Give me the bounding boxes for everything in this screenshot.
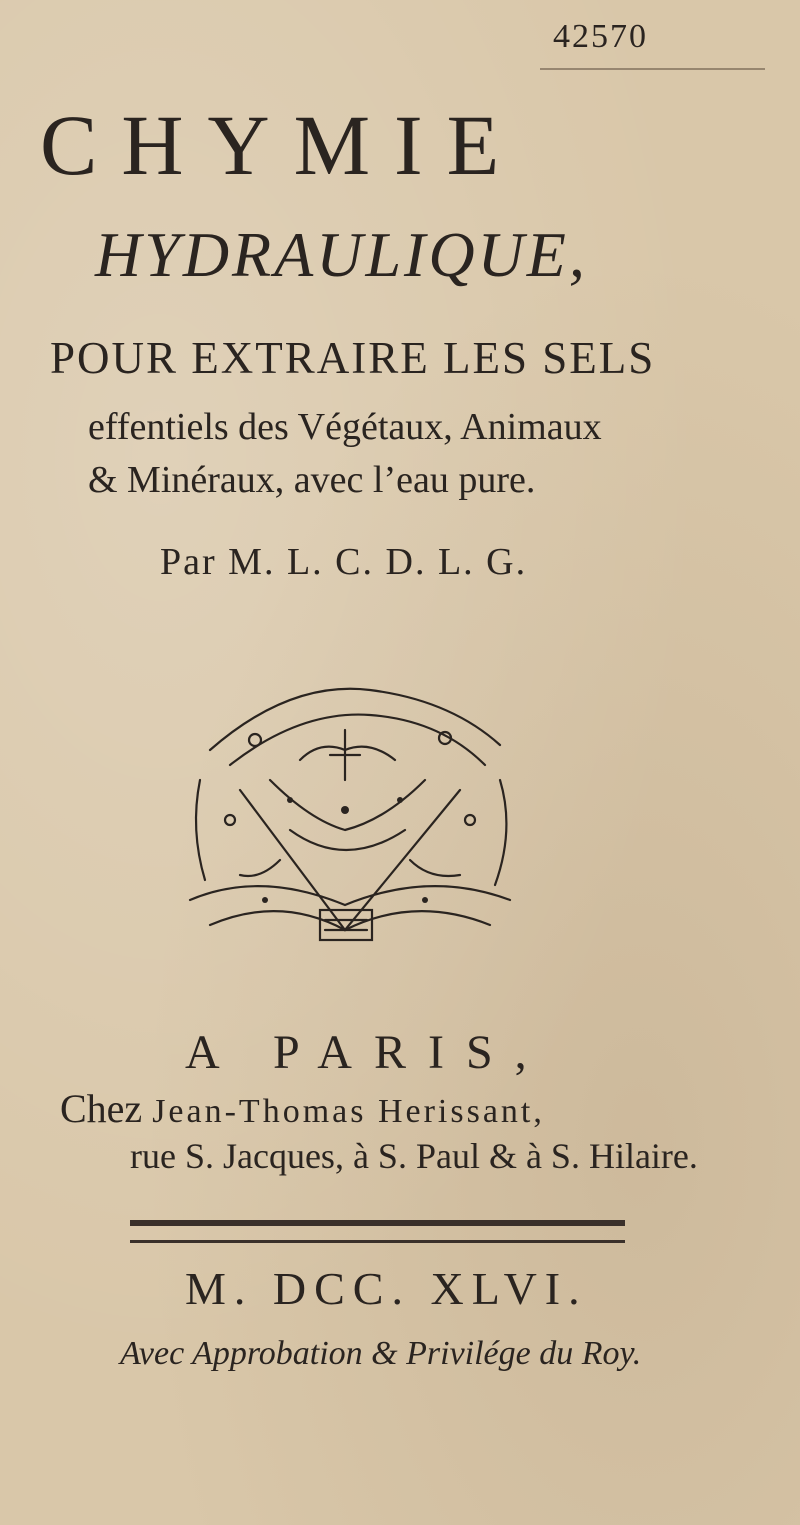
subtitle-line-2: effentiels des Végétaux, Animaux — [88, 406, 602, 448]
shelfmark-underline — [540, 68, 765, 70]
publisher-address: rue S. Jacques, à S. Paul & à S. Hilaire. — [130, 1136, 698, 1176]
subtitle-line-1: POUR EXTRAIRE LES SELS — [50, 333, 656, 383]
title-line-2: HYDRAULIQUE, — [95, 219, 588, 290]
publication-date: M. DCC. XLVI. — [185, 1263, 588, 1314]
publisher-prefix: Chez — [60, 1086, 153, 1131]
publisher-name: Jean-Thomas Herissant, — [152, 1093, 545, 1130]
title-line-1: CHYMIE — [40, 97, 524, 193]
publisher-line — [60, 1085, 545, 1132]
imprint-city: A PARIS, — [185, 1026, 549, 1079]
printer-ornament-icon — [170, 670, 530, 960]
privilege-line: Avec Approbation & Privilége du Roy. — [120, 1335, 642, 1372]
double-rule-thin — [130, 1240, 625, 1243]
author-line: Par M. L. C. D. L. G. — [160, 541, 528, 583]
subtitle-line-3: & Minéraux, avec l’eau pure. — [88, 459, 536, 501]
double-rule-thick — [130, 1220, 625, 1226]
shelfmark: 42570 — [553, 18, 648, 55]
